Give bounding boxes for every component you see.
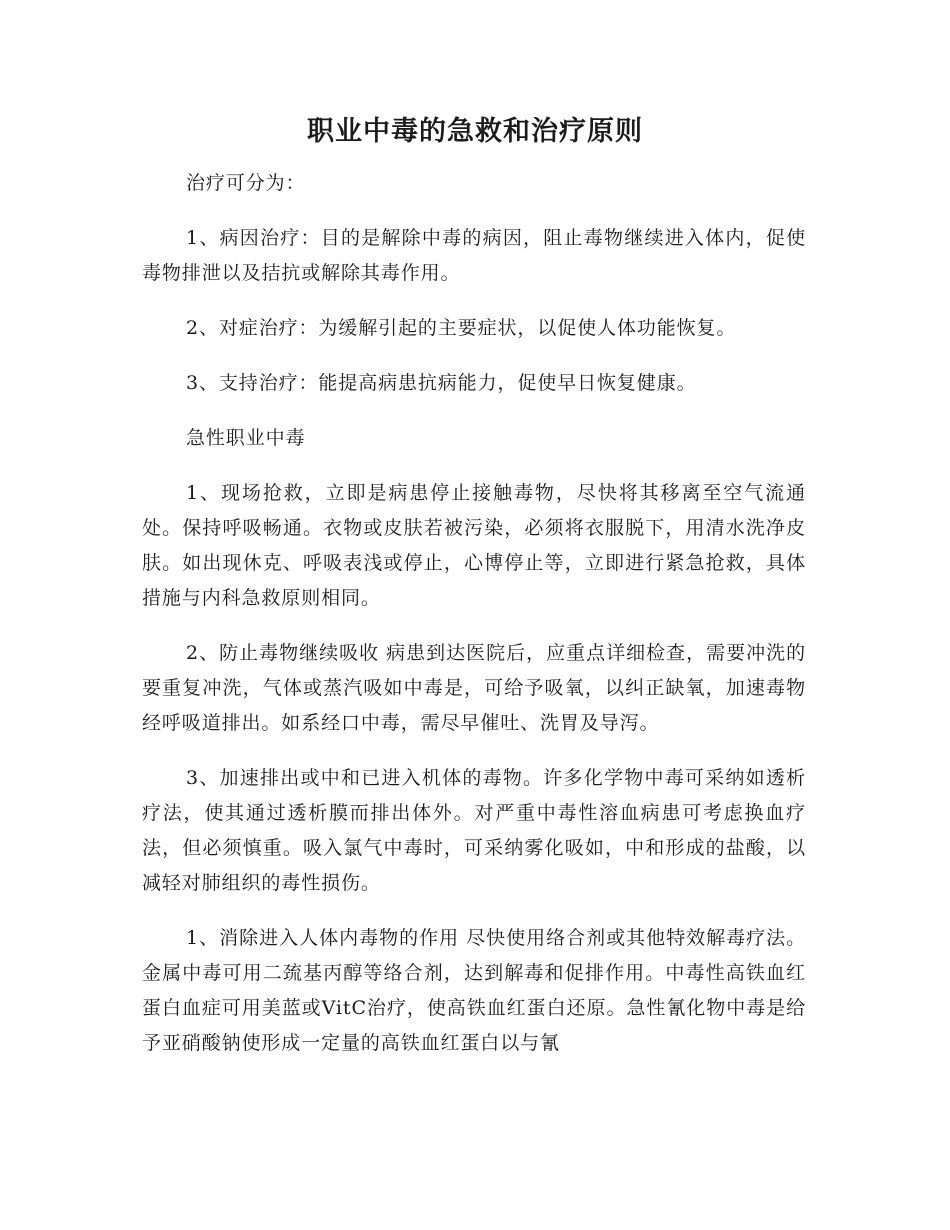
paragraph-supportive-treatment: 3、支持治疗：能提高病患抗病能力，促使早日恢复健康。 [186, 372, 697, 394]
paragraph-symptomatic-treatment: 2、对症治疗：为缓解引起的主要症状，以促使人体功能恢复。 [186, 317, 737, 339]
page-title: 职业中毒的急救和治疗原则 [307, 116, 643, 147]
section-heading-acute-poisoning: 急性职业中毒 [186, 427, 306, 449]
paragraph-onsite-rescue: 1、现场抢救，立即是病患停止接触毒物，尽快将其移离至空气流通处。保持呼吸畅通。衣物或皮肤若被污染，必须将衣服脱下，用清水洗净皮肤。如出现休克、呼吸表浅或停止，心博停止等，立即进行紧急抢救，具体措施与内科急救原则相同。 [142, 482, 806, 609]
paragraph-eliminate-toxin-effect: 1、消除进入人体内毒物的作用 尽快使用络合剂或其他特效解毒疗法。金属中毒可用二巯基丙醇等络合剂，达到解毒和促排作用。中毒性高铁血红蛋白血症可用美蓝或VitC治疗，使高铁血红蛋白还原。急性氰化物中毒是给予亚硝酸钠使形成一定量的高铁血红蛋白以与氰 [142, 927, 806, 1054]
document-body [142, 166, 806, 1061]
paragraph-etiological-treatment: 1、病因治疗：目的是解除中毒的病因，阻止毒物继续进入体内，促使毒物排泄以及拮抗或解除其毒作用。 [142, 227, 806, 284]
paragraph-accelerate-excretion: 3、加速排出或中和已进入机体的毒物。许多化学物中毒可采纳如透析疗法，使其通过透析膜而排出体外。对严重中毒性溶血病患可考虑换血疗法，但必须慎重。吸入氯气中毒时，可采纳雾化吸如，中和形成的盐酸，以减轻对肺组织的毒性损伤。 [142, 767, 806, 894]
paragraph-treatment-intro: 治疗可分为： [186, 172, 306, 194]
paragraph-prevent-absorption: 2、防止毒物继续吸收 病患到达医院后，应重点详细检查，需要冲洗的要重复冲洗，气体或蒸汽吸如中毒是，可给予吸氧，以纠正缺氧，加速毒物经呼吸道排出。如系经口中毒，需尽早催吐、洗胃及导泻。 [142, 642, 806, 734]
